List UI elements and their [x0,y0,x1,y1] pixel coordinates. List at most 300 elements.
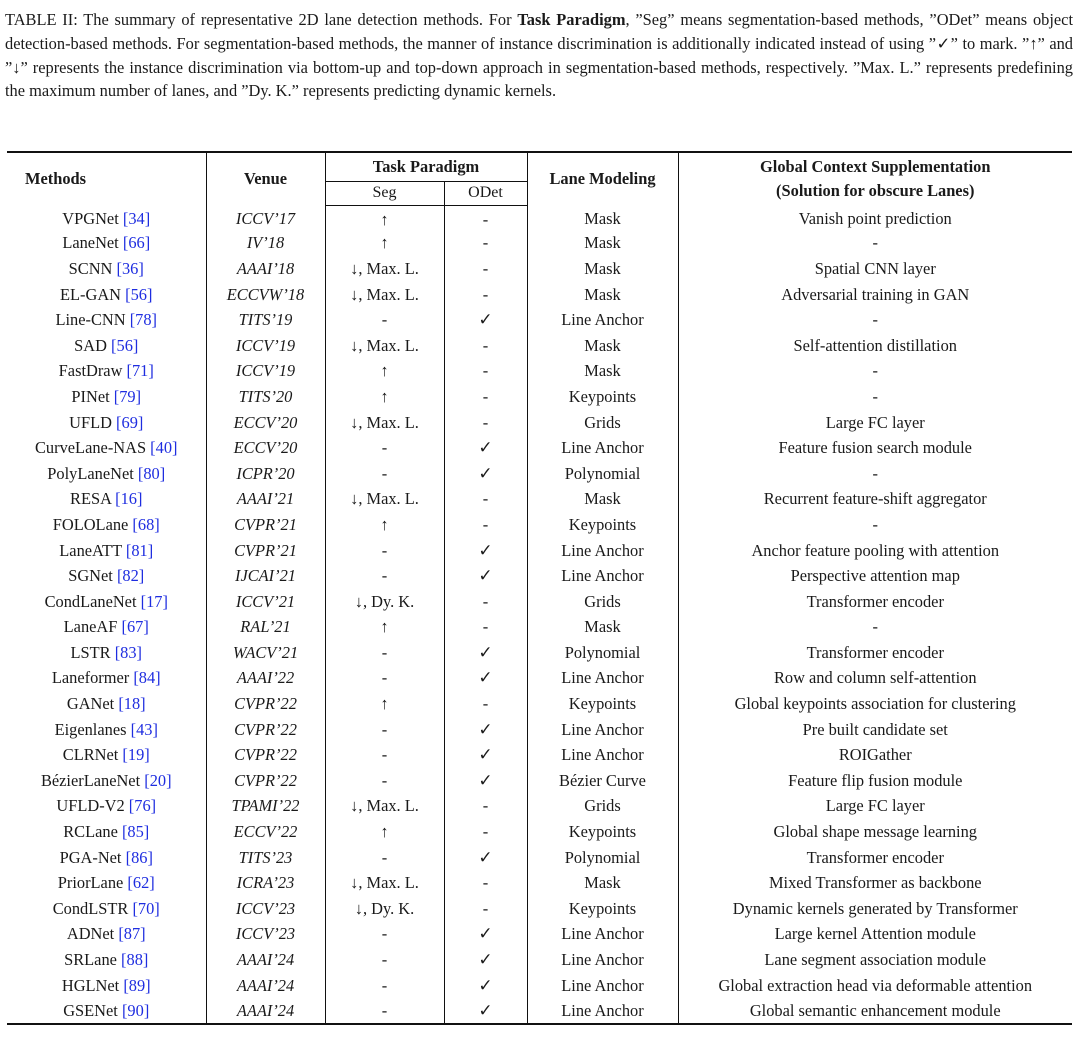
method-cell [7,538,206,564]
method-cell [7,742,206,768]
citation-link[interactable]: [68] [132,514,160,534]
seg-cell: ↓, Max. L. [325,870,444,896]
seg-cell: ↑ [325,205,444,231]
method-cell [7,717,206,743]
odet-cell: ✓ [444,640,527,666]
venue-cell: AAAI’18 [206,256,325,282]
seg-cell: ↓, Max. L. [325,333,444,359]
citation-link[interactable]: [66] [122,233,151,253]
odet-cell: - [444,794,527,820]
table-row [7,691,1072,717]
modeling-cell: Grids [527,589,678,615]
method-name: CurveLane-NAS [35,438,147,458]
header-odet: ODet [444,181,527,205]
seg-cell: - [325,435,444,461]
method-name: CondLSTR [52,898,129,918]
header-global-context [678,152,1072,205]
method-cell [7,359,206,385]
seg-cell: ↑ [325,691,444,717]
modeling-cell: Keypoints [527,512,678,538]
table-row [7,563,1072,589]
table-row [7,205,1072,231]
modeling-cell: Line Anchor [527,947,678,973]
method-name: HGLNet [61,975,120,995]
citation-link[interactable]: [17] [140,591,168,611]
modeling-cell: Line Anchor [527,742,678,768]
modeling-cell: Keypoints [527,691,678,717]
seg-cell: ↑ [325,231,444,257]
method-name: VPGNet [62,209,119,229]
modeling-cell: Mask [527,487,678,513]
caption-bold: Task Paradigm [517,10,626,29]
odet-cell: - [444,819,527,845]
context-cell: - [872,463,878,483]
method-cell [7,435,206,461]
seg-cell: - [325,973,444,999]
venue-cell: ICCV’19 [206,359,325,385]
context-cell: Self-attention distillation [793,335,957,355]
table-row [7,922,1072,948]
table-row [7,589,1072,615]
context-cell: Recurrent feature-shift aggregator [763,489,987,509]
odet-cell: ✓ [444,717,527,743]
context-cell: Global extraction head via deformable attention [718,975,1033,995]
method-cell [7,973,206,999]
odet-cell: ✓ [444,666,527,692]
context-cell: - [872,617,878,637]
venue-cell: TPAMI’22 [206,794,325,820]
header-global-context-line2: (Solution for obscure Lanes) [776,181,975,200]
venue-cell: AAAI’24 [206,998,325,1024]
method-name: GSENet [63,1000,118,1020]
context-cell: Dynamic kernels generated by Transformer [732,898,1018,918]
citation-link[interactable]: [43] [130,719,158,739]
odet-cell: - [444,870,527,896]
context-cell: Lane segment association module [764,950,987,970]
venue-cell: ICCV’17 [206,205,325,231]
venue-cell: WACV’21 [206,640,325,666]
venue-cell: AAAI’24 [206,973,325,999]
citation-link[interactable]: [40] [150,438,178,458]
method-cell [7,256,206,282]
context-cell: Perspective attention map [790,566,960,586]
method-cell [7,589,206,615]
odet-cell: ✓ [444,307,527,333]
method-name: PINet [71,386,110,406]
header-seg: Seg [325,181,444,205]
odet-cell: ✓ [444,845,527,871]
modeling-cell: Line Anchor [527,563,678,589]
method-cell [7,666,206,692]
citation-link[interactable]: [56] [111,335,139,355]
venue-cell: CVPR’21 [206,538,325,564]
table-row [7,845,1072,871]
modeling-cell: Grids [527,794,678,820]
method-cell [7,845,206,871]
venue-cell: ECCV’20 [206,410,325,436]
method-name: FOLOLane [52,514,129,534]
citation-link[interactable]: [87] [118,924,146,944]
citation-link[interactable]: [67] [121,617,149,637]
context-cell: Transformer encoder [806,591,944,611]
citation-link[interactable]: [18] [118,694,146,714]
method-cell [7,615,206,641]
seg-cell: ↑ [325,359,444,385]
odet-cell: ✓ [444,998,527,1024]
context-cell: - [872,310,878,330]
venue-cell: AAAI’24 [206,947,325,973]
citation-link[interactable]: [88] [121,950,149,970]
modeling-cell: Keypoints [527,896,678,922]
citation-link[interactable]: [71] [126,361,154,381]
method-cell [7,640,206,666]
odet-cell: - [444,359,527,385]
context-cell: Feature fusion search module [778,438,972,458]
odet-cell: ✓ [444,973,527,999]
header-methods: Methods [7,152,206,205]
citation-link[interactable]: [19] [122,745,150,765]
method-name: PGA-Net [59,847,122,867]
odet-cell: - [444,282,527,308]
seg-cell: - [325,640,444,666]
context-cell: Global shape message learning [773,822,977,842]
method-name: UFLD-V2 [56,796,125,816]
context-cell: - [872,386,878,406]
header-venue: Venue [206,152,325,205]
method-name: FastDraw [58,361,123,381]
method-cell [7,307,206,333]
table-caption [5,8,1073,103]
odet-cell: ✓ [444,435,527,461]
table-row [7,640,1072,666]
method-cell [7,410,206,436]
seg-cell: ↓, Dy. K. [325,589,444,615]
context-cell: Anchor feature pooling with attention [751,540,1000,560]
citation-link[interactable]: [80] [137,463,166,483]
method-name: Eigenlanes [54,719,127,739]
method-cell [7,461,206,487]
method-name: LSTR [70,642,111,662]
venue-cell: TITS’20 [206,384,325,410]
method-name: RCLane [63,822,118,842]
table-row [7,998,1072,1024]
table-row [7,307,1072,333]
method-cell [7,512,206,538]
citation-link[interactable]: [79] [113,386,142,406]
table-row [7,282,1072,308]
citation-link[interactable]: [70] [132,898,160,918]
venue-cell: IJCAI’21 [206,563,325,589]
venue-cell: ICPR’20 [206,461,325,487]
modeling-cell: Polynomial [527,640,678,666]
modeling-cell: Line Anchor [527,717,678,743]
method-cell [7,819,206,845]
seg-cell: ↓, Max. L. [325,410,444,436]
venue-cell: TITS’19 [206,307,325,333]
context-cell: Spatial CNN layer [814,258,936,278]
seg-cell: ↑ [325,384,444,410]
table-row [7,742,1072,768]
citation-link[interactable]: [62] [127,873,155,893]
context-cell: Global keypoints association for clustering [734,694,1016,714]
citation-link[interactable]: [78] [129,310,158,330]
table-row [7,947,1072,973]
table-row [7,231,1072,257]
citation-link[interactable]: [36] [116,258,144,278]
venue-cell: CVPR’22 [206,768,325,794]
method-name: LaneNet [62,233,119,253]
table-row [7,768,1072,794]
method-name: Line-CNN [55,310,126,330]
odet-cell: - [444,384,527,410]
seg-cell: - [325,307,444,333]
method-name: UFLD [69,412,112,432]
citation-link[interactable]: [34] [122,209,151,229]
seg-cell: ↓, Max. L. [325,794,444,820]
caption-prefix: TABLE II: The summary of representative 2D lane detection methods. For [5,10,518,29]
seg-cell: - [325,717,444,743]
method-name: PolyLaneNet [47,463,134,483]
seg-cell: ↓, Dy. K. [325,896,444,922]
table-row [7,435,1072,461]
context-cell: Adversarial training in GAN [781,284,970,304]
method-cell [7,333,206,359]
citation-link[interactable]: [81] [125,540,154,560]
table-row [7,870,1072,896]
seg-cell: - [325,922,444,948]
context-cell: - [872,233,878,253]
seg-cell: ↑ [325,819,444,845]
table-row [7,538,1072,564]
table-row [7,256,1072,282]
modeling-cell: Line Anchor [527,922,678,948]
method-name: Laneformer [51,668,130,688]
seg-cell: ↓, Max. L. [325,487,444,513]
context-cell: Large FC layer [825,796,925,816]
odet-cell: - [444,896,527,922]
modeling-cell: Line Anchor [527,435,678,461]
method-cell [7,922,206,948]
modeling-cell: Line Anchor [527,666,678,692]
venue-cell: CVPR’22 [206,742,325,768]
odet-cell: ✓ [444,742,527,768]
modeling-cell: Bézier Curve [527,768,678,794]
odet-cell: - [444,487,527,513]
seg-cell: - [325,845,444,871]
modeling-cell: Mask [527,205,678,231]
odet-cell: - [444,205,527,231]
citation-link[interactable]: [82] [116,566,145,586]
method-name: LaneATT [59,540,122,560]
table-row [7,461,1072,487]
venue-cell: ECCV’22 [206,819,325,845]
header-task-paradigm: Task Paradigm [325,152,527,181]
table-row [7,487,1072,513]
table-row [7,333,1072,359]
citation-link[interactable]: [86] [125,847,153,867]
context-cell: Row and column self-attention [773,668,977,688]
venue-cell: IV’18 [206,231,325,257]
modeling-cell: Mask [527,231,678,257]
method-name: PriorLane [57,873,124,893]
venue-cell: AAAI’22 [206,666,325,692]
method-cell [7,205,206,231]
venue-cell: CVPR’21 [206,512,325,538]
seg-cell: - [325,538,444,564]
venue-cell: ICRA’23 [206,870,325,896]
context-cell: - [872,361,878,381]
table-row [7,666,1072,692]
venue-cell: CVPR’22 [206,717,325,743]
odet-cell: - [444,256,527,282]
context-cell: Global semantic enhancement module [678,998,1072,1024]
seg-cell: - [325,461,444,487]
citation-link[interactable]: [90] [121,1000,150,1020]
table-row [7,359,1072,385]
odet-cell: - [444,512,527,538]
method-name: RESA [70,489,112,509]
method-cell [7,870,206,896]
context-cell: Transformer encoder [806,847,944,867]
context-cell: Feature flip fusion module [788,770,963,790]
context-cell: - [872,514,878,534]
table-row [7,512,1072,538]
odet-cell: ✓ [444,538,527,564]
venue-cell: ICCV’21 [206,589,325,615]
odet-cell: ✓ [444,768,527,794]
method-cell [7,794,206,820]
method-name: ADNet [66,924,115,944]
odet-cell: - [444,410,527,436]
method-cell [7,282,206,308]
context-cell: Large kernel Attention module [774,924,976,944]
venue-cell: ICCV’19 [206,333,325,359]
odet-cell: ✓ [444,922,527,948]
citation-link[interactable]: [84] [133,668,161,688]
seg-cell: - [325,947,444,973]
seg-cell: - [325,998,444,1024]
citation-link[interactable]: [83] [114,642,142,662]
method-cell [7,896,206,922]
method-name: GANet [66,694,115,714]
seg-cell: ↓, Max. L. [325,256,444,282]
seg-cell: ↓, Max. L. [325,282,444,308]
citation-link[interactable]: [69] [116,412,144,432]
method-cell [7,768,206,794]
context-cell: ROIGather [838,745,912,765]
citation-link[interactable]: [89] [123,975,151,995]
odet-cell: ✓ [444,563,527,589]
odet-cell: - [444,333,527,359]
venue-cell: ICCV’23 [206,896,325,922]
table-row [7,615,1072,641]
method-name: CLRNet [62,745,119,765]
modeling-cell: Mask [527,359,678,385]
method-cell [7,384,206,410]
venue-cell: ICCV’23 [206,922,325,948]
modeling-cell: Mask [527,282,678,308]
venue-cell: ECCV’20 [206,435,325,461]
table-row [7,410,1072,436]
method-name: SGNet [68,566,113,586]
header-global-context-line1: Global Context Supplementation [760,157,991,176]
citation-link[interactable]: [56] [125,284,153,304]
modeling-cell: Polynomial [527,845,678,871]
seg-cell: - [325,742,444,768]
venue-cell: AAAI’21 [206,487,325,513]
citation-link[interactable]: [85] [121,822,150,842]
modeling-cell: Mask [527,615,678,641]
method-cell [7,563,206,589]
lane-detection-table [7,151,1072,1025]
venue-cell: RAL’21 [206,615,325,641]
context-cell: Vanish point prediction [798,209,952,229]
venue-cell: TITS’23 [206,845,325,871]
context-cell: Large FC layer [825,412,925,432]
venue-cell: ECCVW’18 [206,282,325,308]
header-lane-modeling: Lane Modeling [527,152,678,205]
odet-cell: - [444,615,527,641]
odet-cell: - [444,691,527,717]
seg-cell: ↑ [325,512,444,538]
table-row [7,896,1072,922]
citation-link[interactable]: [76] [128,796,157,816]
method-name: SAD [74,335,107,355]
table-row [7,819,1072,845]
caption-rest: , ”Seg” means segmentation-based methods, ”ODet” means object detection-based methods. For segmentation-based methods, the manner of instance discrimination is additionally indicated instead of using ”✓” to mark. ”↑” and ”↓” represents the instance discrimination via bottom-up and top-down approach in segmentation-based methods, respectively. ”Max. L.” represents predefining the maximum number of lanes, and ”Dy. K.” represents predicting dynamic kernels. [5,10,1073,101]
odet-cell: ✓ [444,947,527,973]
method-cell [7,231,206,257]
modeling-cell: Polynomial [527,461,678,487]
citation-link[interactable]: [20] [144,770,172,790]
table-row [7,717,1072,743]
method-cell [7,487,206,513]
context-cell: Pre built candidate set [802,719,948,739]
modeling-cell: Line Anchor [527,998,678,1024]
modeling-cell: Line Anchor [527,538,678,564]
method-cell [7,947,206,973]
method-name: EL-GAN [60,284,122,304]
venue-cell: CVPR’22 [206,691,325,717]
table-row [7,384,1072,410]
modeling-cell: Grids [527,410,678,436]
context-cell: Mixed Transformer as backbone [768,873,982,893]
seg-cell: - [325,768,444,794]
odet-cell: - [444,589,527,615]
odet-cell: - [444,231,527,257]
modeling-cell: Mask [527,333,678,359]
modeling-cell: Line Anchor [527,973,678,999]
modeling-cell: Mask [527,870,678,896]
table-row [7,973,1072,999]
citation-link[interactable]: [16] [115,489,143,509]
method-cell [7,691,206,717]
context-cell: Transformer encoder [806,642,944,662]
modeling-cell: Mask [527,256,678,282]
seg-cell: - [325,563,444,589]
seg-cell: ↑ [325,615,444,641]
method-name: LaneAF [63,617,118,637]
seg-cell: - [325,666,444,692]
modeling-cell: Line Anchor [527,307,678,333]
table-row [7,794,1072,820]
modeling-cell: Keypoints [527,384,678,410]
table-body [7,205,1072,1024]
method-name: CondLaneNet [44,591,137,611]
method-name: SRLane [64,950,117,970]
method-name: SCNN [68,258,113,278]
method-name: BézierLaneNet [40,770,141,790]
